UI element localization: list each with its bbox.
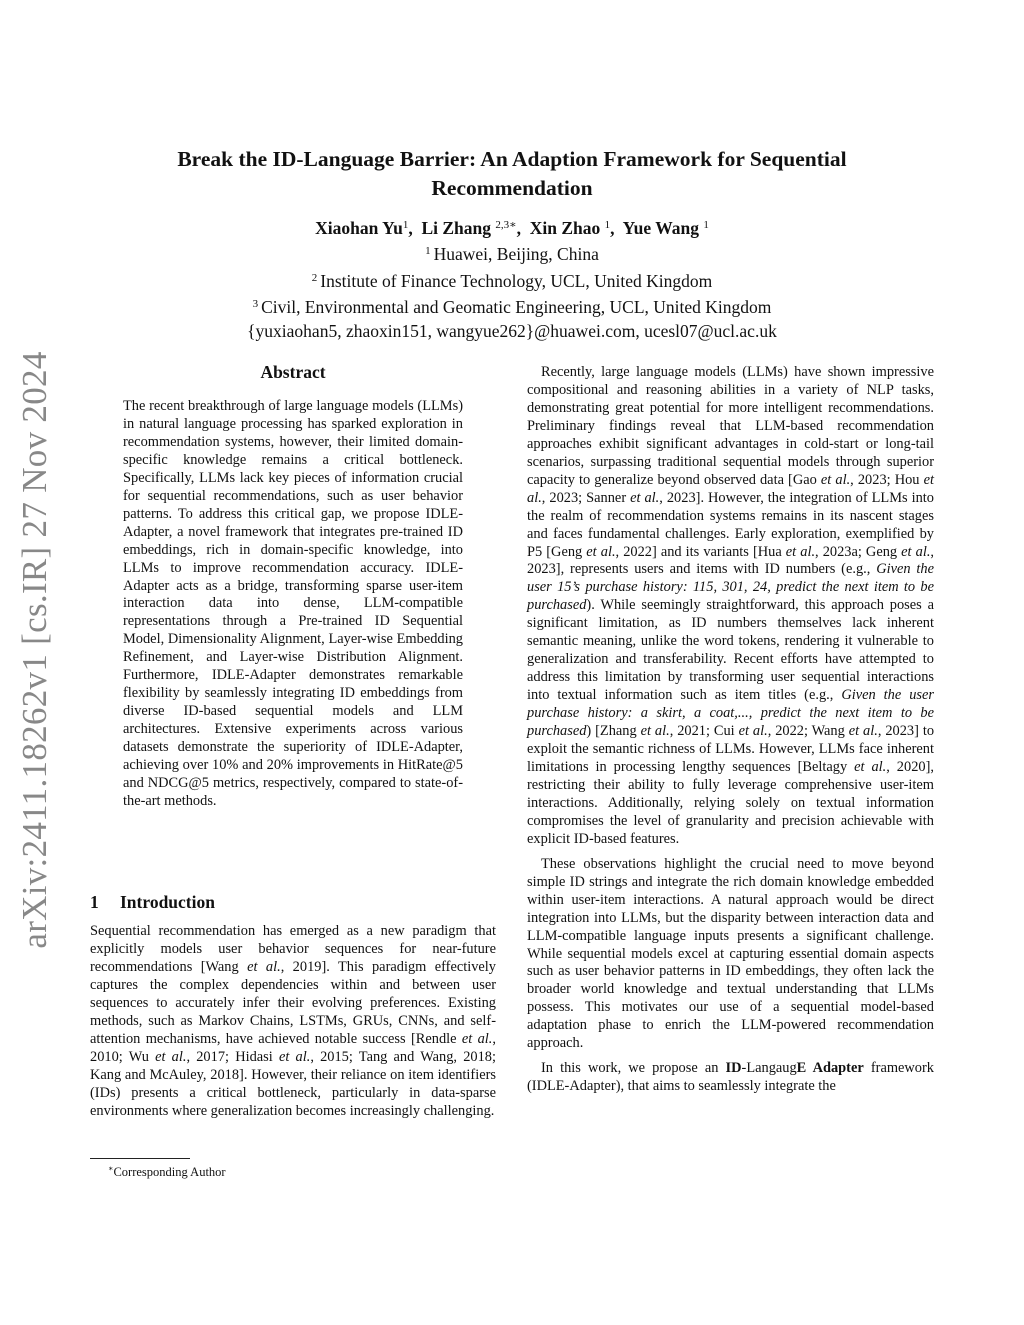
abstract-heading: Abstract bbox=[260, 362, 326, 382]
affiliation bbox=[100, 240, 924, 267]
section-title: Introduction bbox=[120, 892, 215, 912]
introduction-body bbox=[90, 923, 496, 1120]
author-sup: 1 bbox=[703, 219, 709, 231]
body-paragraph: These observations highlight the crucial need to move beyond simple ID strings and integrate the rich domain knowledge embedded within user-item interactions. A natural approach would be direct integration into LLMs, but the disparity between interaction data and LLM-compatible language inputs presents a significant challenge. While sequential models excel at capturing essential domain aspects such as user behavior patterns in ID embeddings, they often lack the broader world knowledge and textual understanding that LLMs possess. This motivates our use of a sequential model-based adaptation phase to enrich the LLM-powered recommendation approach. bbox=[527, 855, 934, 1052]
right-column bbox=[527, 364, 934, 1096]
title-line-1: Break the ID-Language Barrier: An Adaption Framework for Sequential bbox=[177, 147, 847, 171]
affiliation-sup: 1 bbox=[425, 245, 431, 257]
abstract-text: The recent breakthrough of large language models (LLMs) in natural language processing has sparked exploration in recommendation systems, however, their limited domain-specific knowledge remains a critical bottleneck. Specifically, LLMs lack key pieces of information crucial for sequential recommendations, such as user behavior patterns. To address this critical gap, we propose IDLE-Adapter, a novel framework that integrates pre-trained ID embeddings, rich in domain-specific knowledge, into LLMs to improve recommendation accuracy. IDLE-Adapter acts as a bridge, transforming sparse user-item interaction data into dense, LLM-compatible representations through a Pre-trained ID Sequential Model, Dimensionality Alignment, Layer-wise Embedding Refinement, and Layer-wise Distribution Alignment. Furthermore, IDLE-Adapter demonstrates remarkable flexibility by seamlessly integrating ID embeddings from diverse ID-based sequential models and LLM architectures. Extensive experiments across various datasets demonstrate the superiority of IDLE-Adapter, achieving over 10% and 20% improvements in HitRate@5 and NDCG@5 metrics, respectively, compared to state-of-the-art methods. bbox=[123, 398, 463, 809]
body-paragraph: In this work, we propose an ID-LangaugE Adapter framework (IDLE-Adapter), that aims to seamlessly integrate the bbox=[527, 1060, 934, 1095]
intro-paragraph: Sequential recommendation has emerged as a new paradigm that explicitly models user behavior sequences for near-future recommendations [Wang et al., 2019]. This paradigm effectively captures the complex dependencies within and between user sequences to accurately infer their evolving preferences. Existing methods, such as Markov Chains, LSTMs, GRUs, CNNs, and self-attention mechanisms, have achieved notable success [Rendle et al., 2010; Wu et al., 2017; Hidasi et al., 2015; Tang and Wang, 2018; Kang and McAuley, 2018]. However, their reliance on item identifiers (IDs) presents a critical bottleneck, particularly in data-sparse environments where generalization becomes increasingly challenging. bbox=[90, 923, 497, 1119]
footnote-text: Corresponding Author bbox=[113, 1165, 226, 1179]
email-line: {yuxiaohan5, zhaoxin151, wangyue262}@huawei.com, ucesl07@ucl.ac.uk bbox=[247, 320, 777, 341]
affiliation-text: Huawei, Beijing, China bbox=[433, 244, 599, 264]
paper-title bbox=[100, 145, 924, 203]
author-sup: 1 bbox=[402, 219, 409, 231]
affiliation bbox=[100, 293, 924, 320]
author: Xiaohan Yu bbox=[315, 218, 403, 238]
author: Li Zhang bbox=[421, 218, 492, 238]
author: Xin Zhao bbox=[529, 218, 601, 238]
affiliations bbox=[100, 240, 924, 343]
body-paragraph: Recently, large language models (LLMs) have shown impressive compositional and reasoning abilities in a variety of NLP tasks, demonstrating great potential for more intelligent recommendations. Preliminary findings reveal that LLM-based recommendation approaches exhibit significant advantages in cold-start or long-tail scenarios, surpassing traditional sequential models through superior capacity to generalize beyond observed data [Gao et al., 2023; Hou et al., 2023; Sanner et al., 2023]. However, the integration of LLMs into the realm of recommendation systems remains in its nascent stages and faces fundamental challenges. Early exploration, exemplified by P5 [Geng et al., 2022] and its variants [Hua et al., 2023a; Geng et al., 2023], represents users and items with ID numbers (e.g., Given the user 15’s purchase history: 115, 301, 24, predict the next item to be purchased). While seemingly straightforward, this approach poses a significant limitation, as ID numbers themselves lack inherent semantic meaning, unlike the word tokens, rendering it vulnerable to generalization and transferability. Recent efforts have attempted to address this limitation by transforming user sequential interactions into textual information such as item titles (e.g., Given the user purchase history: a skirt, a coat,..., predict the next item to be purchased) [Zhang et al., 2021; Cui et al., 2022; Wang et al., 2023] to exploit the semantic richness of LLMs. However, LLMs face inherent limitations in processing lengthy sequences [Beltagy et al., 2020], restricting their ability to fully leverage comprehensive user-item interactions. Additionally, relying solely on textual information compromises the level of granularity and precision achievable with explicit ID-based features. bbox=[527, 364, 935, 847]
author-sup: 2,3∗ bbox=[495, 219, 517, 231]
section-number: 1 bbox=[90, 892, 99, 912]
footnote-rule bbox=[90, 1158, 190, 1159]
affiliation bbox=[100, 267, 924, 294]
footnote-mark: ∗ bbox=[108, 1164, 114, 1173]
section-heading-introduction bbox=[90, 891, 215, 913]
affiliation-text: Civil, Environmental and Geomatic Engineering, UCL, United Kingdom bbox=[261, 297, 772, 317]
affiliation-sup: 3 bbox=[252, 298, 259, 310]
arxiv-id: arXiv:2411.18262v1 [cs.IR] 27 Nov 2024 bbox=[15, 351, 54, 949]
author-sup: 1 bbox=[604, 219, 611, 231]
footnote bbox=[108, 1161, 226, 1180]
title-line-2: Recommendation bbox=[431, 176, 593, 200]
affiliation-sup: 2 bbox=[311, 271, 318, 284]
arxiv-stamp bbox=[2, 351, 68, 949]
affiliation-text: Institute of Finance Technology, UCL, United Kingdom bbox=[320, 270, 713, 291]
author: Yue Wang bbox=[622, 218, 699, 238]
author-list: Xiaohan Yu$^1$, Li Zhang $^{2,3∗}$, Xin Zhao $^1$, Yue Wang $^1$ bbox=[315, 218, 709, 238]
